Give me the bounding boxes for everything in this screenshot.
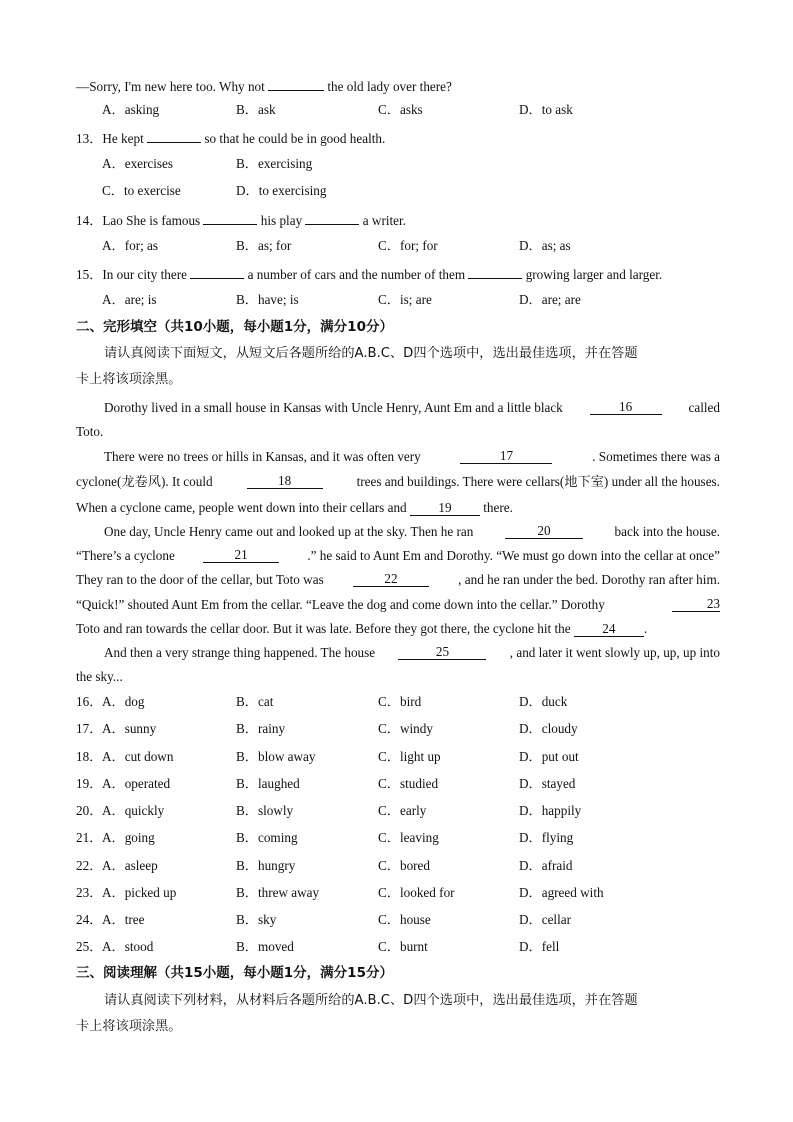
passage-line: When a cyclone came, people went down into their cellars and 19 there. xyxy=(76,500,513,515)
option-c: C．bird xyxy=(378,694,422,709)
section-2-instruction: 请认真阅读下面短文，从短文后各题所给的A.B.C、D四个选项中，选出最佳选项，并在答题 xyxy=(104,346,638,361)
option-a: A．quickly xyxy=(102,803,165,818)
option-a: A．asleep xyxy=(102,858,158,873)
cloze-blank-17: 17 xyxy=(460,448,552,464)
option-d: D．to ask xyxy=(519,102,573,117)
section-3-instruction-cont: 卡上将该项涂黑。 xyxy=(76,1019,182,1034)
passage-line: They ran to the door of the cellar, but Toto was 22 , and he ran under the bed. Dorothy ran after him. xyxy=(76,571,720,587)
cloze-blank-20: 20 xyxy=(505,523,583,539)
passage-line: “There’s a cyclone 21 .” he said to Aunt Em and Dorothy. “We must go down into the cellar at once” xyxy=(76,547,720,563)
option-d: D．put out xyxy=(519,749,579,764)
option-a: A．cut down xyxy=(102,749,174,764)
option-d: D．cloudy xyxy=(519,721,578,736)
passage-line: Toto and ran towards the cellar door. But it was late. Before they got there, the cyclone hit the 24 . xyxy=(76,621,648,636)
option-c: C．studied xyxy=(378,776,439,791)
cloze-blank-22: 22 xyxy=(353,571,429,587)
passage-line: Toto. xyxy=(76,424,104,439)
question-number: 22． xyxy=(76,858,103,873)
option-c: C．windy xyxy=(378,721,433,736)
cloze-blank-18: 18 xyxy=(247,473,323,489)
option-b: B．sky xyxy=(236,912,277,927)
option-d: D．happily xyxy=(519,803,582,818)
option-c: C．light up xyxy=(378,749,441,764)
option-c: C．house xyxy=(378,912,431,927)
question-number: 24． xyxy=(76,912,103,927)
question-number: 20． xyxy=(76,803,103,818)
option-d: D．are; are xyxy=(519,292,581,307)
section-2-title: 二、完形填空（共10小题，每小题1分，满分10分） xyxy=(76,319,393,335)
answer-blank xyxy=(305,210,359,225)
option-d: D．as; as xyxy=(519,238,571,253)
question-15-stem: 15．In our city there a number of cars and the number of them growing larger and larger. xyxy=(76,264,662,284)
question-number: 19． xyxy=(76,776,103,791)
question-number: 16． xyxy=(76,694,103,709)
option-d: D．stayed xyxy=(519,776,576,791)
option-a: A．stood xyxy=(102,939,154,954)
option-b: B．rainy xyxy=(236,721,286,736)
option-a: A．dog xyxy=(102,694,145,709)
question-12-stem: —Sorry, I'm new here too. Why not the old lady over there? xyxy=(76,76,452,96)
question-number: 23． xyxy=(76,885,103,900)
cloze-blank-23: 23 xyxy=(672,596,720,612)
option-b: B．hungry xyxy=(236,858,296,873)
question-number: 17． xyxy=(76,721,103,736)
option-d: D．cellar xyxy=(519,912,571,927)
passage-line: And then a very strange thing happened. The house 25 , and later it went slowly up, up, up into xyxy=(104,644,720,660)
answer-blank xyxy=(203,210,257,225)
option-a: A．asking xyxy=(102,102,160,117)
option-b: B．laughed xyxy=(236,776,300,791)
cloze-blank-21: 21 xyxy=(203,547,279,563)
passage-line: “Quick!” shouted Aunt Em from the cellar. “Leave the dog and come down into the cellar.” Dorothy 23 xyxy=(76,596,720,612)
section-3-title: 三、阅读理解（共15小题，每小题1分，满分15分） xyxy=(76,965,393,981)
option-c: C．to exercise xyxy=(102,183,181,198)
passage-line: There were no trees or hills in Kansas, and it was often very 17 . Sometimes there was a xyxy=(104,448,720,464)
answer-blank xyxy=(468,264,522,279)
option-a: A．for; as xyxy=(102,238,159,253)
option-a: A．picked up xyxy=(102,885,177,900)
option-c: C．asks xyxy=(378,102,423,117)
option-b: B．as; for xyxy=(236,238,292,253)
option-b: B．exercising xyxy=(236,156,313,171)
section-3-instruction: 请认真阅读下列材料，从材料后各题所给的A.B.C、D四个选项中，选出最佳选项，并在答题 xyxy=(104,993,638,1008)
option-a: A．tree xyxy=(102,912,145,927)
option-b: B．coming xyxy=(236,830,298,845)
option-c: C．looked for xyxy=(378,885,455,900)
option-a: A．sunny xyxy=(102,721,157,736)
option-c: C．burnt xyxy=(378,939,428,954)
question-14-stem: 14．Lao She is famous his play a writer. xyxy=(76,210,406,230)
passage-line: Dorothy lived in a small house in Kansas with Uncle Henry, Aunt Em and a little black 16 called xyxy=(104,399,720,415)
answer-blank xyxy=(268,76,324,91)
option-d: D．agreed with xyxy=(519,885,604,900)
passage-line: cyclone(龙卷风). It could 18 trees and buildings. There were cellars(地下室) under all the houses. xyxy=(76,473,720,489)
option-d: D．afraid xyxy=(519,858,573,873)
answer-blank xyxy=(147,128,201,143)
option-d: D．duck xyxy=(519,694,568,709)
option-d: D．flying xyxy=(519,830,574,845)
option-a: A．exercises xyxy=(102,156,174,171)
section-2-instruction-cont: 卡上将该项涂黑。 xyxy=(76,372,182,387)
option-d: D．to exercising xyxy=(236,183,327,198)
question-number: 25． xyxy=(76,939,103,954)
option-a: A．going xyxy=(102,830,155,845)
option-a: A．are; is xyxy=(102,292,157,307)
cloze-blank-19: 19 xyxy=(410,500,480,516)
option-b: B．blow away xyxy=(236,749,316,764)
passage-line: One day, Uncle Henry came out and looked up at the sky. Then he ran 20 back into the house. xyxy=(104,523,720,539)
option-b: B．ask xyxy=(236,102,276,117)
option-a: A．operated xyxy=(102,776,171,791)
cloze-blank-25: 25 xyxy=(398,644,486,660)
option-b: B．moved xyxy=(236,939,294,954)
question-number: 18． xyxy=(76,749,103,764)
cloze-blank-24: 24 xyxy=(574,621,644,637)
option-b: B．threw away xyxy=(236,885,320,900)
option-c: C．leaving xyxy=(378,830,439,845)
question-13-stem: 13．He kept so that he could be in good health. xyxy=(76,128,385,148)
option-c: C．early xyxy=(378,803,427,818)
passage-line: the sky... xyxy=(76,669,123,684)
option-b: B．slowly xyxy=(236,803,294,818)
option-b: B．cat xyxy=(236,694,274,709)
option-c: C．is; are xyxy=(378,292,432,307)
answer-blank xyxy=(190,264,244,279)
option-b: B．have; is xyxy=(236,292,299,307)
cloze-blank-16: 16 xyxy=(590,399,662,415)
question-number: 21． xyxy=(76,830,103,845)
option-c: C．for; for xyxy=(378,238,438,253)
option-d: D．fell xyxy=(519,939,560,954)
option-c: C．bored xyxy=(378,858,431,873)
